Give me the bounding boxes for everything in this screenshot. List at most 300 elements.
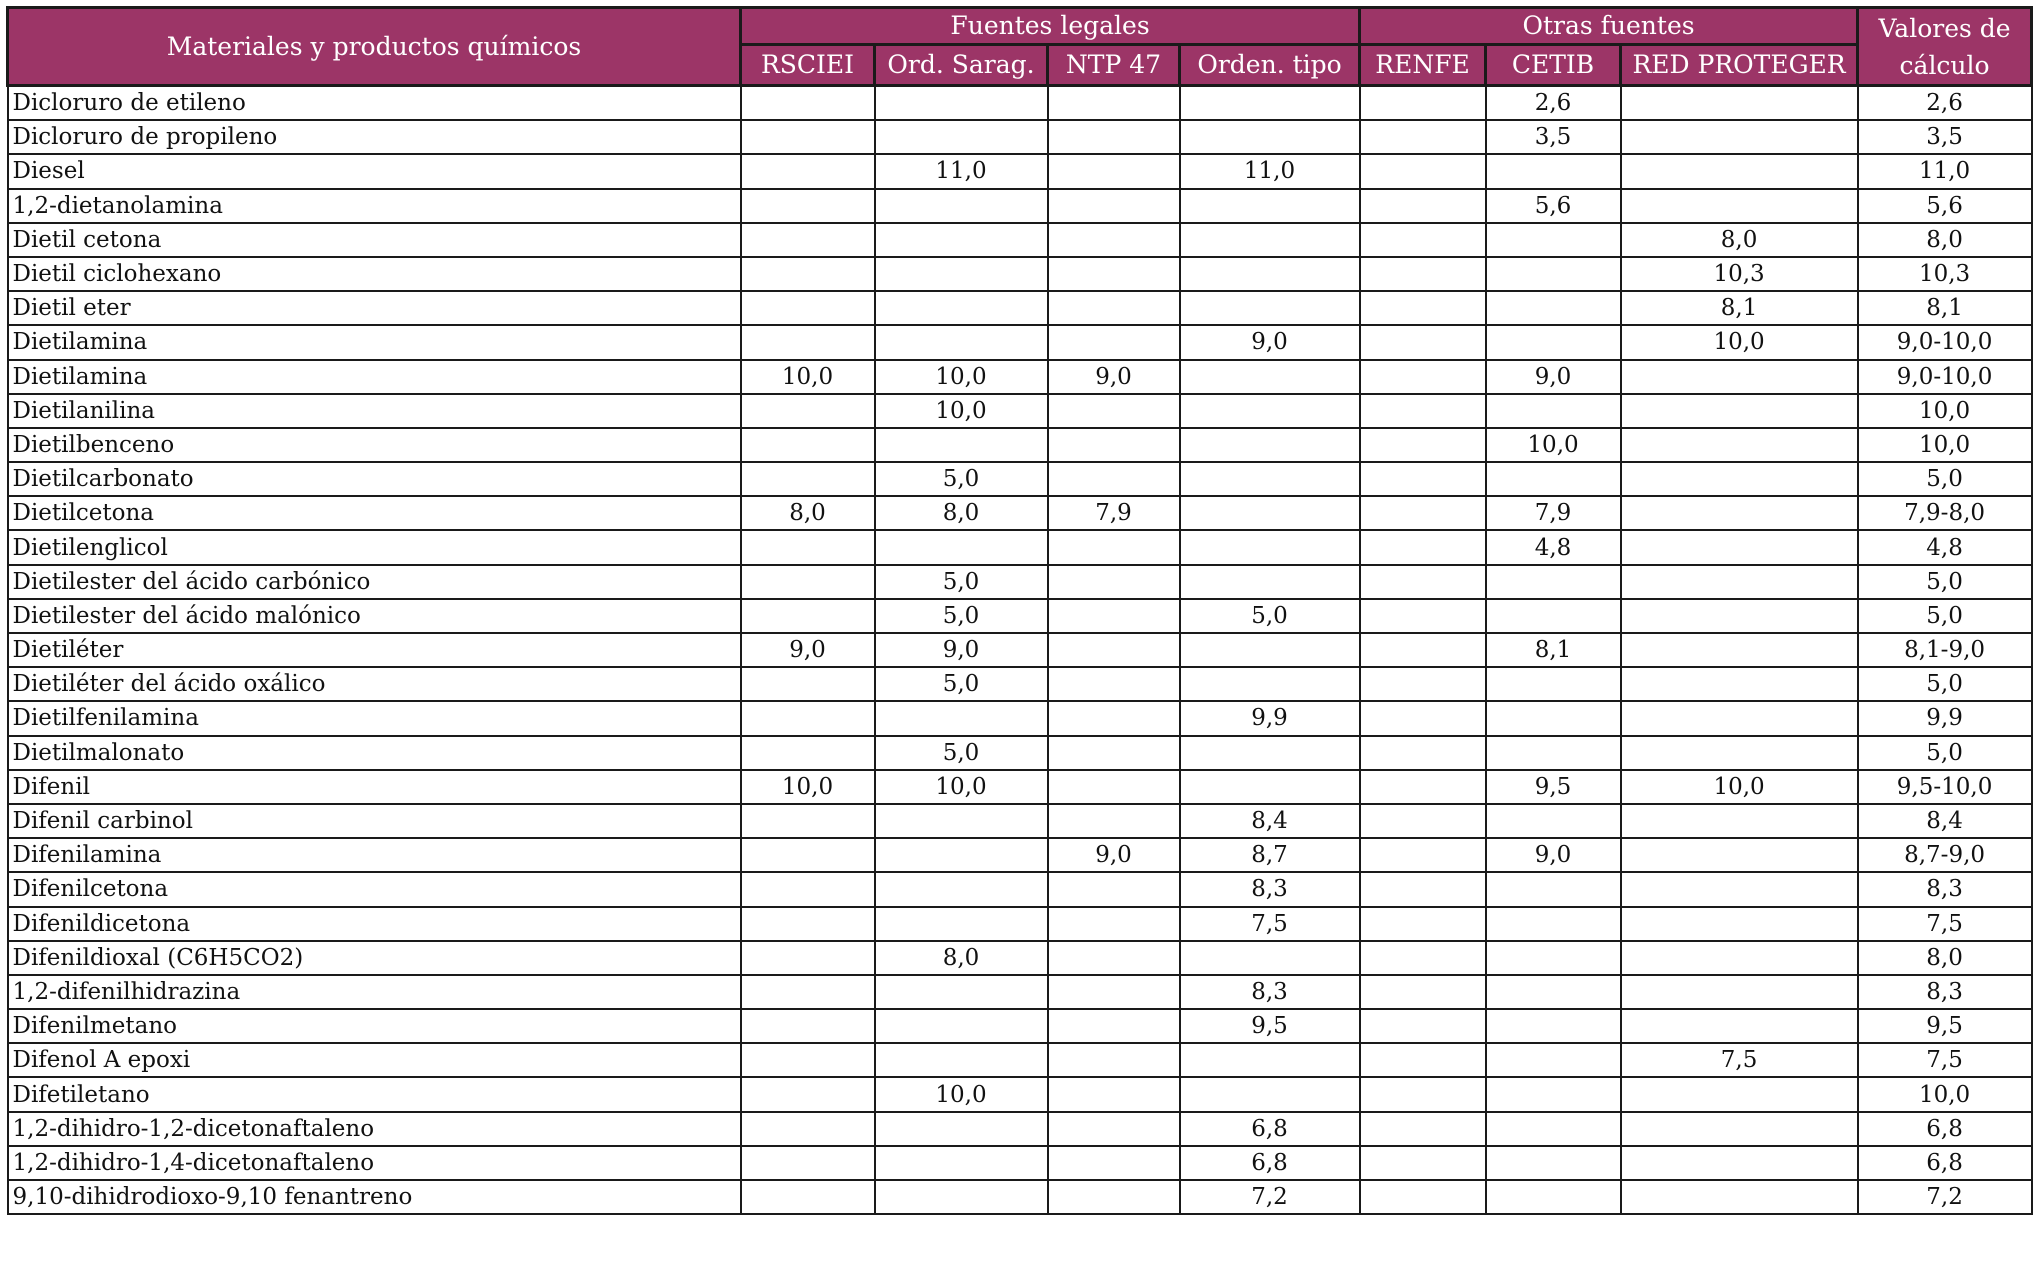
ntp-47-value bbox=[1048, 1180, 1180, 1214]
red-proteger-value bbox=[1621, 496, 1858, 530]
material-name: Difenilcetona bbox=[8, 872, 741, 906]
calculation-value: 8,0 bbox=[1858, 223, 2032, 257]
calculation-value: 9,0-10,0 bbox=[1858, 325, 2032, 359]
red-proteger-value bbox=[1621, 120, 1858, 154]
red-proteger-value bbox=[1621, 1112, 1858, 1146]
calculation-value: 6,8 bbox=[1858, 1112, 2032, 1146]
ord-sarag-value bbox=[875, 86, 1048, 121]
renfe-value bbox=[1360, 872, 1486, 906]
header-ntp-47: NTP 47 bbox=[1048, 45, 1180, 86]
ntp-47-value bbox=[1048, 565, 1180, 599]
calculation-value: 8,1-9,0 bbox=[1858, 633, 2032, 667]
red-proteger-value bbox=[1621, 565, 1858, 599]
calculation-value: 8,0 bbox=[1858, 941, 2032, 975]
orden-tipo-value bbox=[1180, 291, 1360, 325]
renfe-value bbox=[1360, 804, 1486, 838]
material-name: Difenilamina bbox=[8, 838, 741, 872]
ord-sarag-value: 9,0 bbox=[875, 633, 1048, 667]
renfe-value bbox=[1360, 907, 1486, 941]
cetib-value bbox=[1486, 565, 1621, 599]
material-name: Dietil ciclohexano bbox=[8, 257, 741, 291]
material-name: Diesel bbox=[8, 154, 741, 188]
cetib-value bbox=[1486, 1180, 1621, 1214]
ntp-47-value bbox=[1048, 1009, 1180, 1043]
cetib-value bbox=[1486, 1009, 1621, 1043]
ntp-47-value bbox=[1048, 667, 1180, 701]
calculation-value: 7,5 bbox=[1858, 1043, 2032, 1077]
material-name: Dietiléter bbox=[8, 633, 741, 667]
red-proteger-value bbox=[1621, 189, 1858, 223]
material-name: 1,2-dihidro-1,2-dicetonaftaleno bbox=[8, 1112, 741, 1146]
renfe-value bbox=[1360, 1009, 1486, 1043]
ntp-47-value bbox=[1048, 189, 1180, 223]
renfe-value bbox=[1360, 325, 1486, 359]
calculation-value: 10,0 bbox=[1858, 428, 2032, 462]
table-row bbox=[8, 975, 2032, 1009]
rsciei-value bbox=[741, 189, 875, 223]
material-name: Dicloruro de etileno bbox=[8, 86, 741, 121]
cetib-value bbox=[1486, 257, 1621, 291]
cetib-value: 9,5 bbox=[1486, 770, 1621, 804]
red-proteger-value: 8,0 bbox=[1621, 223, 1858, 257]
header-ord-sarag: Ord. Sarag. bbox=[875, 45, 1048, 86]
red-proteger-value bbox=[1621, 1077, 1858, 1111]
red-proteger-value: 10,0 bbox=[1621, 325, 1858, 359]
red-proteger-value bbox=[1621, 428, 1858, 462]
rsciei-value bbox=[741, 428, 875, 462]
red-proteger-value bbox=[1621, 804, 1858, 838]
renfe-value bbox=[1360, 154, 1486, 188]
rsciei-value bbox=[741, 394, 875, 428]
ord-sarag-value bbox=[875, 1146, 1048, 1180]
orden-tipo-value bbox=[1180, 1077, 1360, 1111]
orden-tipo-value: 7,5 bbox=[1180, 907, 1360, 941]
material-name: Difenil bbox=[8, 770, 741, 804]
material-name: Dietilenglicol bbox=[8, 530, 741, 564]
ntp-47-value bbox=[1048, 257, 1180, 291]
rsciei-value bbox=[741, 325, 875, 359]
orden-tipo-value: 8,3 bbox=[1180, 975, 1360, 1009]
orden-tipo-value bbox=[1180, 530, 1360, 564]
table-row bbox=[8, 1146, 2032, 1180]
material-name: Dietilester del ácido malónico bbox=[8, 599, 741, 633]
material-name: Difenil carbinol bbox=[8, 804, 741, 838]
orden-tipo-value bbox=[1180, 120, 1360, 154]
rsciei-value bbox=[741, 154, 875, 188]
renfe-value bbox=[1360, 633, 1486, 667]
red-proteger-value bbox=[1621, 838, 1858, 872]
renfe-value bbox=[1360, 941, 1486, 975]
material-name: 9,10-dihidrodioxo-9,10 fenantreno bbox=[8, 1180, 741, 1214]
calculation-value: 5,0 bbox=[1858, 462, 2032, 496]
rsciei-value: 10,0 bbox=[741, 770, 875, 804]
red-proteger-value: 10,0 bbox=[1621, 770, 1858, 804]
renfe-value bbox=[1360, 1077, 1486, 1111]
table-row bbox=[8, 496, 2032, 530]
renfe-value bbox=[1360, 86, 1486, 121]
rsciei-value bbox=[741, 257, 875, 291]
ord-sarag-value bbox=[875, 804, 1048, 838]
calculation-value: 5,0 bbox=[1858, 736, 2032, 770]
cetib-value: 5,6 bbox=[1486, 189, 1621, 223]
orden-tipo-value bbox=[1180, 633, 1360, 667]
cetib-value bbox=[1486, 1112, 1621, 1146]
orden-tipo-value bbox=[1180, 223, 1360, 257]
ntp-47-value bbox=[1048, 770, 1180, 804]
ntp-47-value bbox=[1048, 1146, 1180, 1180]
table-header bbox=[8, 8, 2032, 86]
rsciei-value bbox=[741, 701, 875, 735]
orden-tipo-value: 9,5 bbox=[1180, 1009, 1360, 1043]
table-row bbox=[8, 599, 2032, 633]
table-row bbox=[8, 941, 2032, 975]
orden-tipo-value: 5,0 bbox=[1180, 599, 1360, 633]
rsciei-value: 10,0 bbox=[741, 360, 875, 394]
red-proteger-value bbox=[1621, 667, 1858, 701]
cetib-value bbox=[1486, 804, 1621, 838]
table-row bbox=[8, 1112, 2032, 1146]
orden-tipo-value bbox=[1180, 189, 1360, 223]
header-materials: Materiales y productos químicos bbox=[8, 8, 741, 86]
cetib-value bbox=[1486, 872, 1621, 906]
ord-sarag-value: 5,0 bbox=[875, 565, 1048, 599]
rsciei-value bbox=[741, 291, 875, 325]
calculation-value: 5,0 bbox=[1858, 599, 2032, 633]
material-name: Dietil eter bbox=[8, 291, 741, 325]
orden-tipo-value: 9,9 bbox=[1180, 701, 1360, 735]
rsciei-value bbox=[741, 804, 875, 838]
cetib-value: 9,0 bbox=[1486, 360, 1621, 394]
cetib-value bbox=[1486, 667, 1621, 701]
renfe-value bbox=[1360, 394, 1486, 428]
orden-tipo-value bbox=[1180, 462, 1360, 496]
rsciei-value bbox=[741, 223, 875, 257]
ord-sarag-value: 8,0 bbox=[875, 496, 1048, 530]
ntp-47-value bbox=[1048, 633, 1180, 667]
orden-tipo-value: 8,7 bbox=[1180, 838, 1360, 872]
renfe-value bbox=[1360, 599, 1486, 633]
red-proteger-value bbox=[1621, 941, 1858, 975]
ntp-47-value bbox=[1048, 736, 1180, 770]
calculation-value: 9,0-10,0 bbox=[1858, 360, 2032, 394]
ord-sarag-value bbox=[875, 838, 1048, 872]
ord-sarag-value bbox=[875, 1180, 1048, 1214]
calculation-value: 10,3 bbox=[1858, 257, 2032, 291]
red-proteger-value bbox=[1621, 86, 1858, 121]
calculation-value: 10,0 bbox=[1858, 394, 2032, 428]
calculation-value: 8,4 bbox=[1858, 804, 2032, 838]
table-row bbox=[8, 120, 2032, 154]
table-row bbox=[8, 872, 2032, 906]
calculation-value: 8,3 bbox=[1858, 872, 2032, 906]
ord-sarag-value: 11,0 bbox=[875, 154, 1048, 188]
rsciei-value bbox=[741, 462, 875, 496]
cetib-value bbox=[1486, 736, 1621, 770]
renfe-value bbox=[1360, 1043, 1486, 1077]
orden-tipo-value bbox=[1180, 565, 1360, 599]
ord-sarag-value: 10,0 bbox=[875, 1077, 1048, 1111]
material-name: Dietilamina bbox=[8, 360, 741, 394]
orden-tipo-value bbox=[1180, 428, 1360, 462]
rsciei-value bbox=[741, 838, 875, 872]
renfe-value bbox=[1360, 120, 1486, 154]
rsciei-value bbox=[741, 1112, 875, 1146]
calculation-value: 7,5 bbox=[1858, 907, 2032, 941]
renfe-value bbox=[1360, 428, 1486, 462]
renfe-value bbox=[1360, 257, 1486, 291]
cetib-value bbox=[1486, 223, 1621, 257]
chemical-values-table bbox=[6, 6, 2033, 1215]
red-proteger-value bbox=[1621, 599, 1858, 633]
red-proteger-value bbox=[1621, 736, 1858, 770]
calculation-value: 11,0 bbox=[1858, 154, 2032, 188]
ord-sarag-value: 5,0 bbox=[875, 736, 1048, 770]
ord-sarag-value bbox=[875, 257, 1048, 291]
red-proteger-value bbox=[1621, 701, 1858, 735]
ord-sarag-value bbox=[875, 1112, 1048, 1146]
orden-tipo-value: 6,8 bbox=[1180, 1112, 1360, 1146]
table-row bbox=[8, 428, 2032, 462]
material-name: Dietilamina bbox=[8, 325, 741, 359]
ord-sarag-value bbox=[875, 1043, 1048, 1077]
ntp-47-value bbox=[1048, 701, 1180, 735]
cetib-value: 4,8 bbox=[1486, 530, 1621, 564]
header-group-other-sources: Otras fuentes bbox=[1360, 8, 1858, 45]
ord-sarag-value bbox=[875, 223, 1048, 257]
ntp-47-value bbox=[1048, 804, 1180, 838]
orden-tipo-value: 8,4 bbox=[1180, 804, 1360, 838]
table-row bbox=[8, 86, 2032, 121]
table-row bbox=[8, 565, 2032, 599]
red-proteger-value: 7,5 bbox=[1621, 1043, 1858, 1077]
material-name: Dietilfenilamina bbox=[8, 701, 741, 735]
calculation-value: 5,0 bbox=[1858, 667, 2032, 701]
ord-sarag-value bbox=[875, 907, 1048, 941]
red-proteger-value: 10,3 bbox=[1621, 257, 1858, 291]
table-row bbox=[8, 154, 2032, 188]
cetib-value: 9,0 bbox=[1486, 838, 1621, 872]
table-row bbox=[8, 325, 2032, 359]
rsciei-value: 8,0 bbox=[741, 496, 875, 530]
red-proteger-value bbox=[1621, 975, 1858, 1009]
renfe-value bbox=[1360, 565, 1486, 599]
red-proteger-value bbox=[1621, 154, 1858, 188]
ord-sarag-value: 10,0 bbox=[875, 360, 1048, 394]
table-row bbox=[8, 1180, 2032, 1214]
material-name: Difenol A epoxi bbox=[8, 1043, 741, 1077]
orden-tipo-value bbox=[1180, 667, 1360, 701]
material-name: Dietilmalonato bbox=[8, 736, 741, 770]
ntp-47-value bbox=[1048, 530, 1180, 564]
ord-sarag-value bbox=[875, 872, 1048, 906]
cetib-value bbox=[1486, 599, 1621, 633]
table-row bbox=[8, 633, 2032, 667]
renfe-value bbox=[1360, 838, 1486, 872]
ntp-47-value bbox=[1048, 975, 1180, 1009]
red-proteger-value: 8,1 bbox=[1621, 291, 1858, 325]
cetib-value bbox=[1486, 1146, 1621, 1180]
material-name: 1,2-dietanolamina bbox=[8, 189, 741, 223]
renfe-value bbox=[1360, 223, 1486, 257]
calculation-value: 5,0 bbox=[1858, 565, 2032, 599]
renfe-value bbox=[1360, 360, 1486, 394]
material-name: 1,2-dihidro-1,4-dicetonaftaleno bbox=[8, 1146, 741, 1180]
calculation-value: 4,8 bbox=[1858, 530, 2032, 564]
calculation-value: 2,6 bbox=[1858, 86, 2032, 121]
calculation-value: 9,5-10,0 bbox=[1858, 770, 2032, 804]
header-orden-tipo: Orden. tipo bbox=[1180, 45, 1360, 86]
ntp-47-value bbox=[1048, 1043, 1180, 1077]
calculation-value: 3,5 bbox=[1858, 120, 2032, 154]
calculation-value: 8,7-9,0 bbox=[1858, 838, 2032, 872]
ntp-47-value bbox=[1048, 120, 1180, 154]
header-group-legal-sources: Fuentes legales bbox=[741, 8, 1360, 45]
rsciei-value bbox=[741, 530, 875, 564]
orden-tipo-value bbox=[1180, 394, 1360, 428]
rsciei-value bbox=[741, 565, 875, 599]
ord-sarag-value: 10,0 bbox=[875, 770, 1048, 804]
ord-sarag-value: 5,0 bbox=[875, 462, 1048, 496]
header-red-proteger: RED PROTEGER bbox=[1621, 45, 1858, 86]
ord-sarag-value: 8,0 bbox=[875, 941, 1048, 975]
material-name: Dietilbenceno bbox=[8, 428, 741, 462]
table-row bbox=[8, 530, 2032, 564]
cetib-value bbox=[1486, 154, 1621, 188]
cetib-value bbox=[1486, 1043, 1621, 1077]
ntp-47-value bbox=[1048, 291, 1180, 325]
calculation-value: 7,2 bbox=[1858, 1180, 2032, 1214]
rsciei-value bbox=[741, 1077, 875, 1111]
ntp-47-value bbox=[1048, 907, 1180, 941]
ntp-47-value bbox=[1048, 599, 1180, 633]
table-row bbox=[8, 770, 2032, 804]
rsciei-value bbox=[741, 86, 875, 121]
ntp-47-value bbox=[1048, 86, 1180, 121]
orden-tipo-value: 7,2 bbox=[1180, 1180, 1360, 1214]
table-row bbox=[8, 907, 2032, 941]
renfe-value bbox=[1360, 701, 1486, 735]
rsciei-value bbox=[741, 975, 875, 1009]
orden-tipo-value bbox=[1180, 86, 1360, 121]
red-proteger-value bbox=[1621, 1180, 1858, 1214]
header-rsciei: RSCIEI bbox=[741, 45, 875, 86]
material-name: Dietiléter del ácido oxálico bbox=[8, 667, 741, 701]
calculation-value: 7,9-8,0 bbox=[1858, 496, 2032, 530]
material-name: Difenilmetano bbox=[8, 1009, 741, 1043]
ord-sarag-value bbox=[875, 189, 1048, 223]
orden-tipo-value bbox=[1180, 360, 1360, 394]
red-proteger-value bbox=[1621, 907, 1858, 941]
table-row bbox=[8, 257, 2032, 291]
renfe-value bbox=[1360, 189, 1486, 223]
calculation-value: 5,6 bbox=[1858, 189, 2032, 223]
ord-sarag-value bbox=[875, 325, 1048, 359]
cetib-value bbox=[1486, 975, 1621, 1009]
red-proteger-value bbox=[1621, 394, 1858, 428]
material-name: Dicloruro de propileno bbox=[8, 120, 741, 154]
ord-sarag-value: 5,0 bbox=[875, 667, 1048, 701]
ntp-47-value bbox=[1048, 1077, 1180, 1111]
cetib-value bbox=[1486, 907, 1621, 941]
cetib-value bbox=[1486, 291, 1621, 325]
red-proteger-value bbox=[1621, 1009, 1858, 1043]
material-name: 1,2-difenilhidrazina bbox=[8, 975, 741, 1009]
rsciei-value bbox=[741, 941, 875, 975]
orden-tipo-value bbox=[1180, 1043, 1360, 1077]
renfe-value bbox=[1360, 530, 1486, 564]
rsciei-value bbox=[741, 1180, 875, 1214]
cetib-value: 10,0 bbox=[1486, 428, 1621, 462]
table-row bbox=[8, 462, 2032, 496]
material-name: Dietilester del ácido carbónico bbox=[8, 565, 741, 599]
table-row bbox=[8, 189, 2032, 223]
rsciei-value: 9,0 bbox=[741, 633, 875, 667]
calculation-value: 8,1 bbox=[1858, 291, 2032, 325]
header-calculation-values: Valores de cálculo bbox=[1858, 8, 2032, 86]
calculation-value: 8,3 bbox=[1858, 975, 2032, 1009]
ntp-47-value bbox=[1048, 462, 1180, 496]
header-cetib: CETIB bbox=[1486, 45, 1621, 86]
orden-tipo-value: 6,8 bbox=[1180, 1146, 1360, 1180]
orden-tipo-value bbox=[1180, 496, 1360, 530]
ord-sarag-value bbox=[875, 1009, 1048, 1043]
table-row bbox=[8, 394, 2032, 428]
ord-sarag-value bbox=[875, 120, 1048, 154]
red-proteger-value bbox=[1621, 462, 1858, 496]
ntp-47-value: 7,9 bbox=[1048, 496, 1180, 530]
table-row bbox=[8, 701, 2032, 735]
red-proteger-value bbox=[1621, 360, 1858, 394]
table-row bbox=[8, 838, 2032, 872]
renfe-value bbox=[1360, 667, 1486, 701]
cetib-value: 3,5 bbox=[1486, 120, 1621, 154]
ntp-47-value bbox=[1048, 941, 1180, 975]
renfe-value bbox=[1360, 1112, 1486, 1146]
ntp-47-value bbox=[1048, 154, 1180, 188]
material-name: Difenildioxal (C6H5CO2) bbox=[8, 941, 741, 975]
cetib-value bbox=[1486, 462, 1621, 496]
cetib-value: 2,6 bbox=[1486, 86, 1621, 121]
cetib-value bbox=[1486, 325, 1621, 359]
rsciei-value bbox=[741, 907, 875, 941]
rsciei-value bbox=[741, 120, 875, 154]
ntp-47-value bbox=[1048, 394, 1180, 428]
calculation-value: 6,8 bbox=[1858, 1146, 2032, 1180]
red-proteger-value bbox=[1621, 633, 1858, 667]
ord-sarag-value bbox=[875, 291, 1048, 325]
renfe-value bbox=[1360, 1146, 1486, 1180]
ord-sarag-value bbox=[875, 428, 1048, 462]
orden-tipo-value: 11,0 bbox=[1180, 154, 1360, 188]
ntp-47-value: 9,0 bbox=[1048, 360, 1180, 394]
orden-tipo-value bbox=[1180, 941, 1360, 975]
renfe-value bbox=[1360, 462, 1486, 496]
ntp-47-value bbox=[1048, 428, 1180, 462]
rsciei-value bbox=[741, 736, 875, 770]
table-row bbox=[8, 360, 2032, 394]
rsciei-value bbox=[741, 667, 875, 701]
ord-sarag-value bbox=[875, 975, 1048, 1009]
material-name: Dietilanilina bbox=[8, 394, 741, 428]
calculation-value: 9,9 bbox=[1858, 701, 2032, 735]
orden-tipo-value bbox=[1180, 257, 1360, 291]
red-proteger-value bbox=[1621, 1146, 1858, 1180]
cetib-value: 8,1 bbox=[1486, 633, 1621, 667]
red-proteger-value bbox=[1621, 530, 1858, 564]
material-name: Difenildicetona bbox=[8, 907, 741, 941]
table-row bbox=[8, 223, 2032, 257]
orden-tipo-value: 8,3 bbox=[1180, 872, 1360, 906]
